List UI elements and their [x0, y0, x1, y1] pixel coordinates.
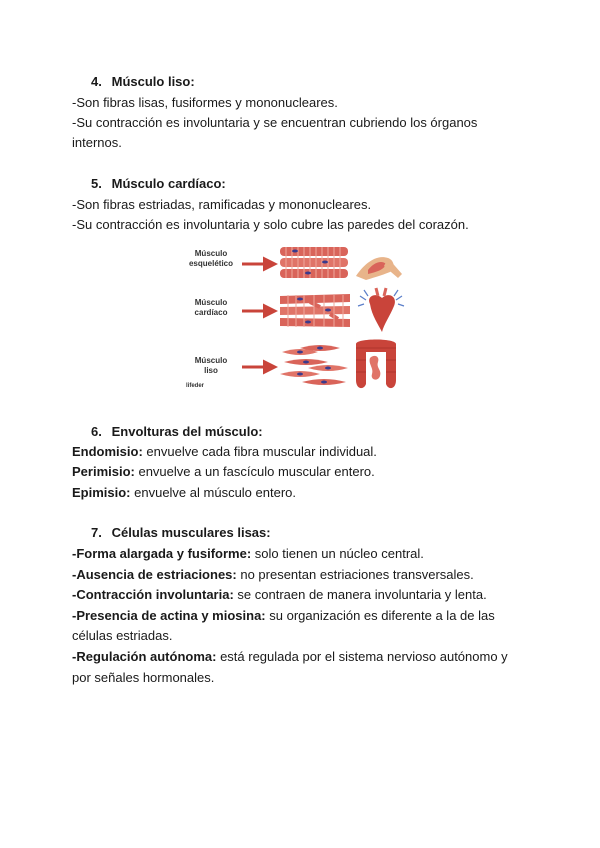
section-4-line-3: internos. [72, 135, 122, 150]
section-7-item: células estriadas. [72, 628, 173, 643]
figure-credit: lifeder [186, 383, 205, 389]
cardiac-fibers [280, 294, 350, 327]
section-4-title: Músculo liso: [111, 74, 195, 89]
section-5-line-2: -Su contracción es involuntaria y solo cubre las paredes del corazón. [72, 217, 469, 232]
muscle-illustration [180, 240, 420, 400]
section-7-item: -Forma alargada y fusiforme: solo tienen un núcleo central. [72, 546, 424, 561]
section-6-title: Envolturas del músculo: [111, 424, 263, 439]
section-5-title: Músculo cardíaco: [111, 176, 226, 191]
label-skeletal: Músculo esquelético [188, 249, 233, 268]
section-7-item: -Contracción involuntaria: se contraen de manera involuntaria y lenta. [72, 587, 487, 602]
skeletal-fibers [280, 247, 348, 278]
section-5-heading [91, 175, 226, 193]
section-7-title: Células musculares lisas: [111, 525, 271, 540]
label-cardiac: Músculo cardíaco [194, 298, 228, 317]
heart-icon [358, 288, 404, 332]
section-4-number: 4. [91, 74, 102, 89]
section-7-heading [91, 524, 271, 542]
label-smooth: Músculo liso [194, 356, 228, 375]
section-6-item: Epimisio: envuelve al músculo entero. [72, 485, 296, 500]
section-5-line-1: -Son fibras estriadas, ramificadas y mononucleares. [72, 197, 372, 212]
section-6-heading [91, 423, 263, 441]
section-5-number: 5. [91, 176, 102, 191]
section-7-item: -Ausencia de estriaciones: no presentan estriaciones transversales. [72, 567, 474, 582]
arm-icon [356, 257, 402, 280]
section-4-heading [91, 73, 195, 91]
section-7-item: -Regulación autónoma: está regulada por el sistema nervioso autónomo y [72, 649, 508, 664]
section-6-number: 6. [91, 424, 102, 439]
smooth-fibers [280, 345, 348, 385]
section-7-item: por señales hormonales. [72, 670, 215, 685]
section-4-line-2: -Su contracción es involuntaria y se encuentran cubriendo los órganos [72, 115, 478, 130]
section-7-number: 7. [91, 525, 102, 540]
section-7-item: -Presencia de actina y miosina: su organización es diferente a la de las [72, 608, 495, 623]
intestine-icon [356, 340, 396, 389]
muscle-types-figure [180, 240, 420, 400]
section-4-line-1: -Son fibras lisas, fusiformes y mononucleares. [72, 95, 338, 110]
section-6-item: Endomisio: envuelve cada fibra muscular individual. [72, 444, 377, 459]
section-6-item: Perimisio: envuelve a un fascículo muscular entero. [72, 464, 375, 479]
